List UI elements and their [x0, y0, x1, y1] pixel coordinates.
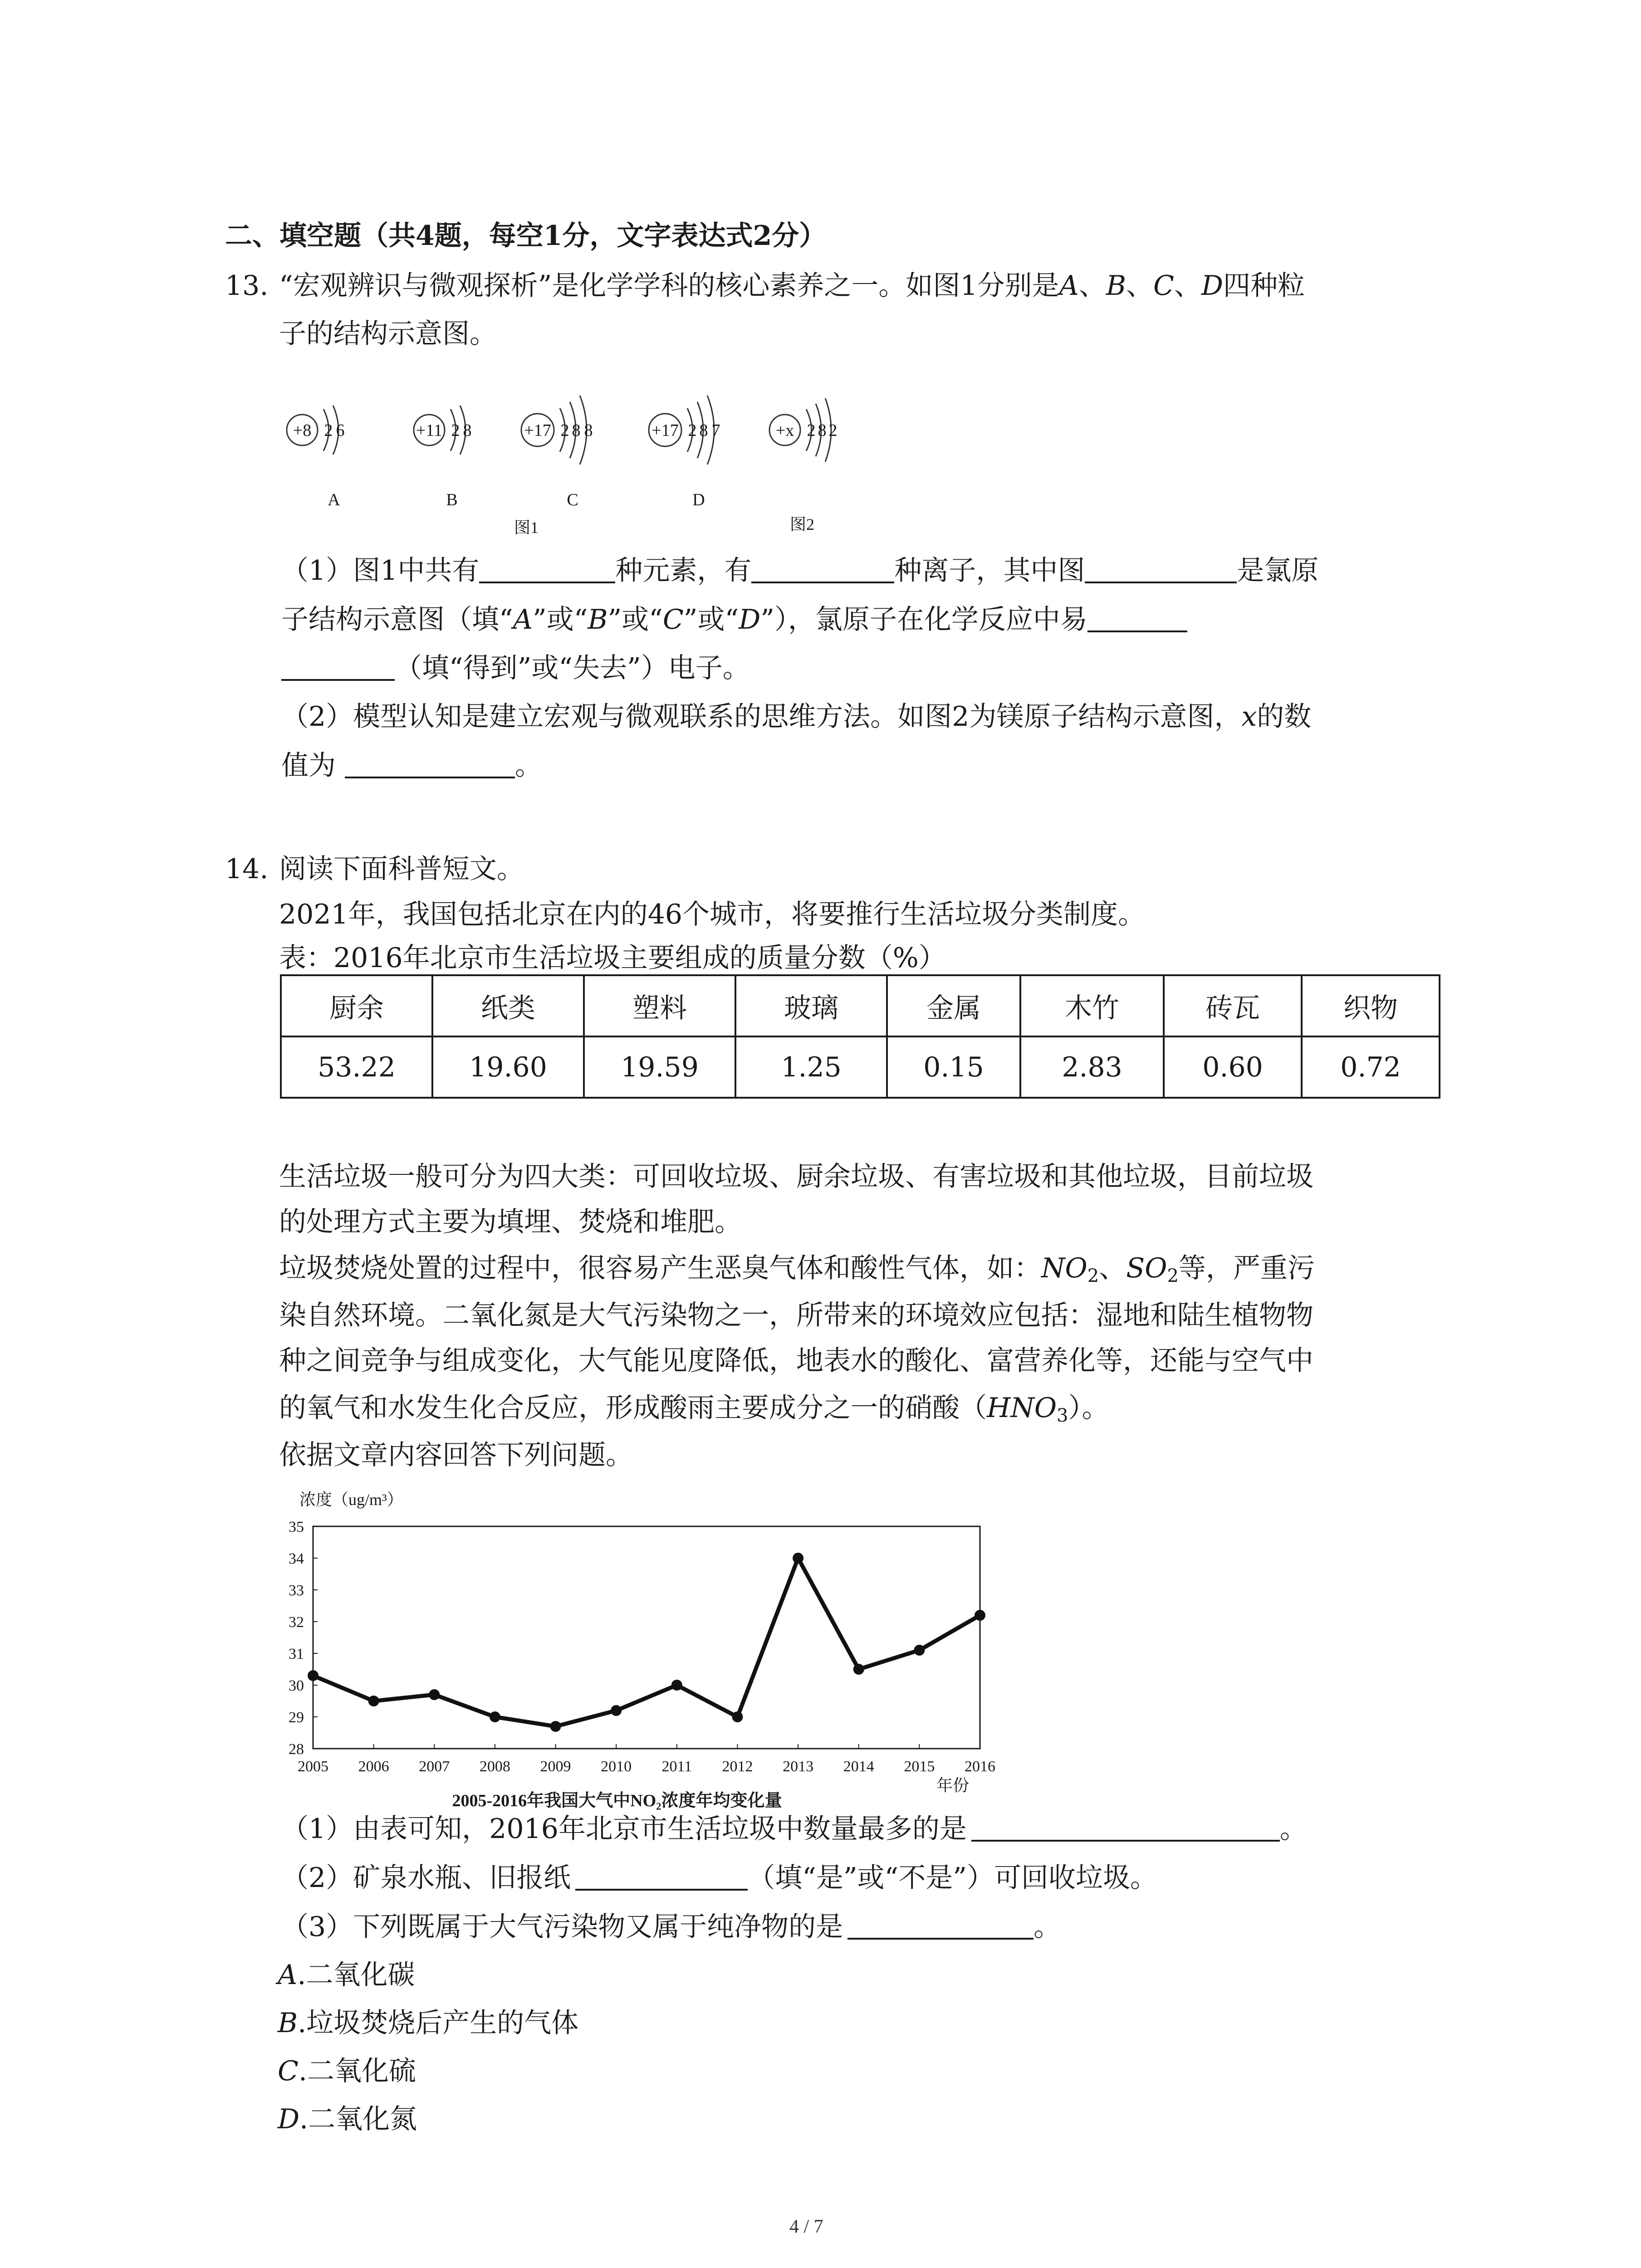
atom-b-charge: +11 [416, 421, 443, 440]
atom-c-shell1: 2 [560, 421, 569, 440]
table-header-cell: 厨余 [281, 975, 432, 1036]
garbage-composition-table [280, 974, 1440, 1099]
q13-blank-ions[interactable] [751, 557, 894, 583]
atom-mg-shell1: 2 [807, 421, 816, 440]
q13-part2-line2: 值为 。 [281, 750, 542, 782]
table-header-row [281, 975, 1440, 1036]
page-number: 4 / 7 [789, 2216, 823, 2237]
atom-d-label: D [692, 490, 705, 509]
table-header-cell: 砖瓦 [1164, 975, 1302, 1036]
y-tick-label: 34 [289, 1550, 304, 1567]
atom-mg-shell2: 8 [818, 421, 827, 440]
atom-d-shell1: 2 [688, 421, 697, 440]
table-cell: 0.60 [1164, 1036, 1302, 1098]
x-tick-label: 2016 [965, 1758, 995, 1775]
table-header-cell: 木竹 [1020, 975, 1164, 1036]
q13-intro-line1: “宏观辨识与微观探析”是化学学科的核心素养之一。如图1分别是A、B、C、D四种粒 [279, 270, 1305, 302]
q14-para1-line1: 生活垃圾一般可分为四大类：可回收垃圾、厨余垃圾、有害垃圾和其他垃圾，目前垃圾 [279, 1161, 1313, 1193]
atom-a-shell1: 2 [324, 421, 333, 440]
q14-para3: 依据文章内容回答下列问题。 [279, 1439, 633, 1471]
option-a[interactable]: A.二氧化碳 [278, 1959, 415, 1991]
atom-c-shell2: 8 [572, 421, 581, 440]
atom-b-shell2: 8 [463, 421, 472, 440]
q14-sub1: （1）由表可知，2016年北京市生活垃圾中数量最多的是 。 [281, 1813, 1307, 1845]
q14-para1-line2: 的处理方式主要为填埋、焚烧和堆肥。 [279, 1206, 742, 1238]
q14-blank-most[interactable] [971, 1815, 1280, 1842]
y-tick-label: 32 [289, 1614, 304, 1631]
q14-number: 14. [225, 853, 269, 885]
atom-c-label: C [567, 490, 578, 509]
table-cell: 0.15 [887, 1036, 1020, 1098]
q13-blank-gain-lose-b[interactable] [281, 655, 395, 681]
x-tick-label: 2006 [358, 1758, 389, 1775]
q14-para2-line4: 的氧气和水发生化合反应，形成酸雨主要成分之一的硝酸$(HNO_3)$。 [279, 1392, 1109, 1426]
q14-title: 阅读下面科普短文。 [279, 853, 524, 885]
data-point [914, 1645, 925, 1656]
q14-blank-pollutant[interactable] [847, 1913, 1034, 1940]
chart-ylabel: 浓度（ug/m³） [299, 1491, 403, 1509]
data-point [368, 1696, 379, 1706]
table-header-cell: 织物 [1302, 975, 1440, 1036]
data-point [671, 1680, 682, 1691]
q13-blank-elements[interactable] [479, 557, 615, 583]
q14-blank-recyclable[interactable] [575, 1864, 748, 1891]
q14-sub2: （2）矿泉水瓶、旧报纸 （填“是”或“不是”）可回收垃圾。 [281, 1862, 1157, 1894]
table-value-row [281, 1036, 1440, 1098]
atom-d-shell2: 8 [699, 421, 708, 440]
q13-number: 13. [225, 270, 269, 302]
y-tick-label: 30 [289, 1677, 304, 1694]
fig2-label: 图2 [789, 515, 815, 533]
data-point [429, 1689, 440, 1700]
y-tick-label: 33 [289, 1582, 304, 1599]
x-tick-label: 2011 [661, 1758, 692, 1775]
atom-b-shell1: 2 [451, 421, 460, 440]
y-tick-label: 28 [289, 1741, 304, 1758]
y-tick-label: 31 [289, 1646, 304, 1662]
atom-a-shell2: 6 [336, 421, 345, 440]
table-cell: 19.59 [584, 1036, 735, 1098]
x-tick-label: 2012 [722, 1758, 753, 1775]
option-b[interactable]: B.垃圾焚烧后产生的气体 [278, 2007, 579, 2039]
x-tick-label: 2013 [783, 1758, 814, 1775]
option-d[interactable]: D.二氧化氮 [278, 2103, 417, 2135]
table-cell: 2.83 [1020, 1036, 1164, 1098]
table-cell: 0.72 [1302, 1036, 1440, 1098]
chart-xlabel: 年份 [936, 1776, 970, 1794]
data-point [975, 1610, 985, 1621]
q13-part1-line2: 子结构示意图（填“A”或“B”或“C”或“D”），氯原子在化学反应中易 [281, 603, 1187, 636]
x-tick-label: 2008 [479, 1758, 510, 1775]
x-tick-label: 2009 [540, 1758, 571, 1775]
q13-intro-line2: 子的结构示意图。 [279, 318, 497, 350]
chart-series-line [313, 1558, 980, 1726]
q13-blank-gain-lose-a[interactable] [1087, 606, 1187, 632]
atom-mg-charge: +x [775, 421, 794, 440]
data-point [853, 1664, 864, 1675]
atom-b-label: B [446, 490, 458, 509]
table-header-cell: 塑料 [584, 975, 735, 1036]
data-point [490, 1711, 500, 1722]
data-point [550, 1721, 561, 1732]
atom-c-charge: +17 [524, 421, 551, 440]
table-header-cell: 纸类 [432, 975, 584, 1036]
chart-plot-frame [313, 1526, 980, 1749]
q14-sub3: （3）下列既属于大气污染物又属于纯净物的是 。 [281, 1911, 1061, 1943]
q13-part1-line1: （1）图1中共有 种元素，有 种离子，其中图 是氯原 [281, 555, 1319, 587]
table-cell: 1.25 [735, 1036, 887, 1098]
table-header-cell: 玻璃 [735, 975, 887, 1036]
x-tick-label: 2010 [601, 1758, 632, 1775]
x-tick-label: 2005 [298, 1758, 328, 1775]
x-tick-label: 2014 [843, 1758, 874, 1775]
q13-blank-chlorine-figure[interactable] [1085, 557, 1237, 583]
atom-a-label: A [328, 490, 340, 509]
table-header-cell: 金属 [887, 975, 1020, 1036]
q14-para2-line1: 垃圾焚烧处置的过程中，很容易产生恶臭气体和酸性气体，如：$NO_2$、$SO_2$等，严重污 [279, 1252, 1315, 1286]
q13-part2-line1: （2）模型认知是建立宏观与微观联系的思维方法。如图2为镁原子结构示意图，x的数 [281, 701, 1312, 733]
q14-line1: 2021年，我国包括北京在内的46个城市，将要推行生活垃圾分类制度。 [279, 899, 1146, 930]
table-cell: 53.22 [281, 1036, 432, 1098]
table-cell: 19.60 [432, 1036, 584, 1098]
section-heading: 二、填空题（共4题，每空1分，文字表达式2分） [225, 220, 827, 252]
q14-para2-line3: 种之间竞争与组成变化，大气能见度降低，地表水的酸化、富营养化等，还能与空气中 [279, 1345, 1313, 1377]
x-tick-label: 2015 [904, 1758, 935, 1775]
y-tick-label: 35 [289, 1519, 304, 1535]
atom-a-charge: +8 [293, 421, 312, 440]
fig1-label: 图1 [514, 518, 539, 537]
data-point [793, 1553, 803, 1564]
q13-part1-line3: （填“得到”或“失去”）电子。 [281, 652, 750, 684]
q14-para2-line2: 染自然环境。二氧化氮是大气污染物之一，所带来的环境效应包括：湿地和陆生植物物 [279, 1300, 1313, 1331]
q13-blank-x-value[interactable] [345, 752, 515, 778]
atom-d-charge: +17 [652, 421, 679, 440]
y-tick-label: 29 [289, 1709, 304, 1726]
data-point [611, 1705, 622, 1716]
atom-structure-figures [272, 358, 907, 549]
option-c[interactable]: C.二氧化硫 [278, 2055, 416, 2087]
chart-caption: 2005-2016年我国大气中NO₂浓度年均变化量 [452, 1791, 782, 1810]
atom-c-shell3: 8 [584, 421, 593, 440]
data-point [732, 1711, 743, 1722]
atom-d-shell3: 7 [711, 421, 720, 440]
no2-concentration-chart [254, 1483, 1025, 1810]
x-tick-label: 2007 [419, 1758, 450, 1775]
data-point [308, 1670, 318, 1681]
q14-table-caption: 表：2016年北京市生活垃圾主要组成的质量分数（%） [279, 942, 946, 974]
atom-mg-shell3: 2 [828, 421, 838, 440]
